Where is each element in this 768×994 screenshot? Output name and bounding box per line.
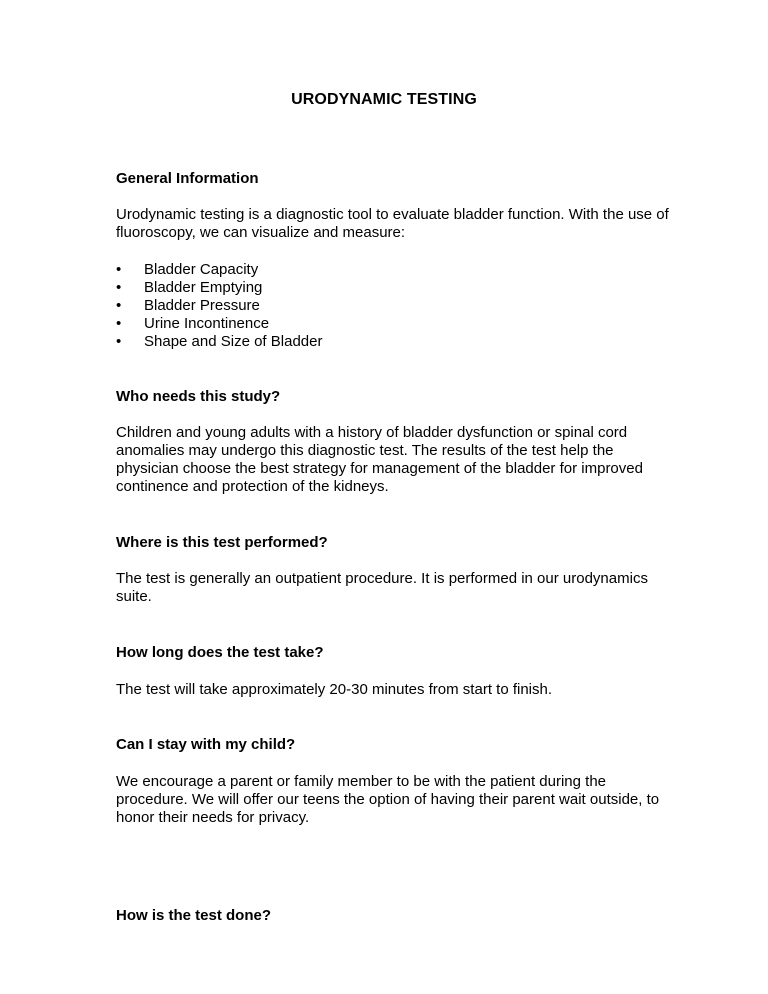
paragraph-where-performed: The test is generally an outpatient procedure. It is performed in our urodynamics suite. — [116, 570, 648, 605]
heading-general-information: General Information — [116, 170, 259, 187]
measurement-list — [116, 261, 676, 351]
list-item — [116, 279, 676, 297]
heading-where-performed: Where is this test performed? — [116, 534, 328, 551]
bullet-icon: • — [116, 297, 122, 314]
heading-how-done: How is the test done? — [116, 907, 272, 924]
list-item-label: Bladder Emptying — [144, 279, 263, 296]
bullet-icon: • — [116, 279, 122, 296]
paragraph-how-long: The test will take approximately 20-30 minutes from start to finish. — [116, 681, 553, 698]
paragraph-who-needs-study: Children and young adults with a history of bladder dysfunction or spinal cord anomalies may undergo this diagnostic test. The results of the test help the physician choose the best strategy for management of the bladder for improved continence and protection of the kidneys. — [116, 424, 643, 495]
paragraph-general-information: Urodynamic testing is a diagnostic tool to evaluate bladder function. With the use of fluoroscopy, we can visualize and measure: — [116, 206, 669, 241]
paragraph-stay-with-child: We encourage a parent or family member to be with the patient during the procedure. We will offer our teens the option of having their parent wait outside, to honor their needs for privacy. — [116, 773, 660, 826]
list-item — [116, 315, 676, 333]
heading-how-long: How long does the test take? — [116, 644, 324, 661]
heading-who-needs-study: Who needs this study? — [116, 388, 281, 405]
document-body — [116, 170, 676, 925]
list-item — [116, 261, 676, 279]
document-title: URODYNAMIC TESTING — [291, 91, 477, 108]
list-item-label: Shape and Size of Bladder — [144, 333, 323, 350]
bullet-icon: • — [116, 333, 122, 350]
list-item-label: Bladder Pressure — [144, 297, 260, 314]
bullet-icon: • — [116, 315, 122, 332]
list-item — [116, 297, 676, 315]
bullet-icon: • — [116, 261, 122, 278]
list-item — [116, 333, 676, 351]
list-item-label: Bladder Capacity — [144, 261, 259, 278]
heading-stay-with-child: Can I stay with my child? — [116, 736, 296, 753]
list-item-label: Urine Incontinence — [144, 315, 270, 332]
